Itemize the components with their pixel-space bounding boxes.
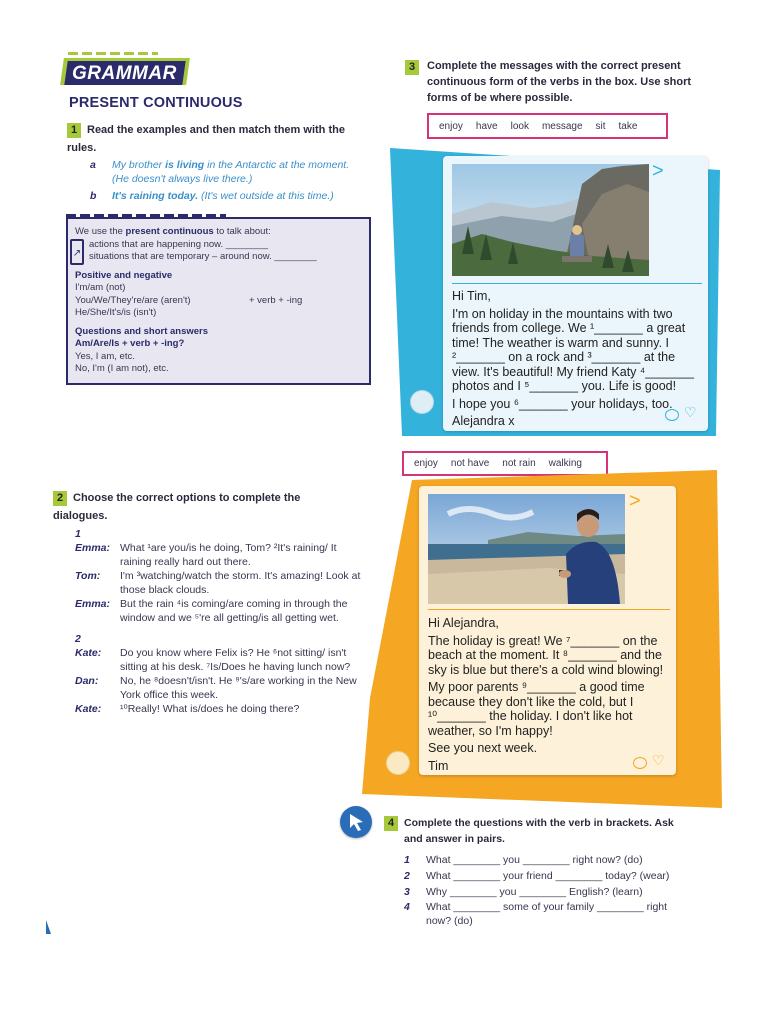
dialogue-number: 2 [75, 633, 81, 645]
page-corner-marker [46, 920, 51, 934]
dialogue-1 [75, 527, 365, 625]
rule-use-2: situations that are temporary – around now. ________ [89, 251, 317, 262]
message-card-2 [419, 486, 676, 775]
dialogue-line: Emma: What ¹are you/is he doing, Tom? ²It's raining/ It raining really hard out there. [75, 542, 337, 568]
message-greeting: Hi Alejandra, [428, 616, 499, 630]
form-row: You/We/They're/are (aren't) + verb + -ing [75, 294, 303, 306]
mountain-photo [452, 164, 649, 276]
form-row: I'm/am (not) [75, 282, 126, 293]
chevron-right-icon[interactable]: > [629, 490, 641, 512]
grammar-banner-label: GRAMMAR [72, 63, 177, 84]
word-box-item: take [618, 120, 638, 132]
exercise-3-instruction [405, 58, 705, 106]
message-closing: I hope you ⁶_______ your holidays, too. [452, 396, 673, 411]
section-subtitle: PRESENT CONTINUOUS [69, 95, 243, 111]
message-body: My poor parents ⁹_______ a good time because they don't like the cold, but I ¹⁰_______ the holiday. I don't like hot weather, so I'm happy! [428, 680, 645, 738]
grammar-banner [62, 58, 188, 85]
exercise-4-instruction [384, 815, 684, 847]
dialogue-line: Kate: Do you know where Felix is? He ⁶not sitting/ isn't sitting at his desk. ⁷Is/Does he having lunch now? [75, 647, 351, 673]
word-box-item: message [541, 120, 583, 132]
no-answer: No, I'm (I am not), etc. [75, 363, 169, 374]
exercise-2-instruction [53, 488, 323, 524]
exercise-number: 1 [67, 123, 81, 138]
word-box-item: walking [548, 458, 582, 469]
instruction-text: Complete the messages with the correct present continuous form of the verbs in the box. Use short forms of be where possible. [427, 60, 692, 104]
match-icon: ↗ [70, 239, 84, 265]
instruction-text: Complete the questions with the verb in brackets. Ask and answer in pairs. [404, 817, 674, 845]
beach-photo [428, 494, 625, 604]
question-item: 1 What ________ you ________ right now? (do) [404, 854, 643, 866]
question-form: Am/Are/Is + verb + -ing? [75, 338, 185, 349]
heart-icon[interactable]: ♡ [652, 752, 665, 768]
dialogue-line: Kate: ¹⁰Really! What is/does he doing there? [75, 703, 300, 715]
cursor-icon[interactable] [340, 806, 372, 838]
word-box-item: have [475, 120, 498, 132]
message-closing: See you next week. [428, 741, 538, 755]
question-item: 2 What ________ your friend ________ today? (wear) [404, 870, 670, 882]
example-letter: b [90, 190, 97, 202]
exercise-4-items [404, 852, 679, 928]
questions-title: Questions and short answers [75, 325, 209, 337]
example-b: b It's raining today. (It's wet outside at this time.) [90, 190, 334, 202]
dialogue-line: Tom: I'm ³watching/watch the storm. It's amazing! Look at those black clouds. [75, 570, 361, 596]
dialogue-line: Dan: No, he ⁸doesn't/isn't. He ⁹'s/are working in the New York office this week. [75, 675, 357, 701]
exercise-number: 2 [53, 491, 67, 506]
exercise-number: 4 [384, 816, 398, 831]
rule-use-1: actions that are happening now. ________ [89, 238, 269, 250]
message-card-1 [443, 156, 708, 431]
comment-icon[interactable] [665, 409, 679, 421]
example-letter: a [90, 159, 96, 171]
message-greeting: Hi Tim, [452, 289, 491, 303]
example-a: a My brother is living in the Antarctic at the moment. (He doesn't always live there.) [90, 159, 350, 185]
word-box-item: not rain [502, 458, 536, 469]
banner-stripes [68, 52, 158, 55]
word-box-item: sit [595, 120, 606, 132]
rules-intro: We use the present continuous to talk about: [75, 226, 271, 237]
positive-negative-title: Positive and negative [75, 269, 173, 281]
exercise-number: 3 [405, 60, 419, 75]
word-box-item: not have [450, 458, 490, 469]
instruction-text: Read the examples and then match them with the rules. [67, 124, 345, 154]
question-item: 3 Why ________ you ________ English? (learn) [404, 886, 643, 898]
avatar [410, 390, 434, 414]
exercise-1-instruction [67, 120, 357, 156]
avatar [386, 751, 410, 775]
message-body: I'm on holiday in the mountains with two friends from college. We ¹_______ a great time! The weather is warm and sunny. I ²_______ on a rock and ³_______ at the view. It's beautiful! My friend Katy ⁴_______ photos and I ⁵_______ you. Life is good! [452, 306, 694, 393]
dialogue-number: 1 [75, 528, 81, 540]
word-box-1 [427, 113, 668, 139]
word-box-item: enjoy [414, 458, 438, 469]
yes-answer: Yes, I am, etc. [75, 350, 135, 362]
message-signature: Alejandra x [452, 414, 515, 428]
chevron-right-icon[interactable]: > [652, 160, 664, 182]
instruction-text: Choose the correct options to complete the dialogues. [53, 492, 301, 522]
comment-icon[interactable] [633, 757, 647, 769]
question-item: 4 What ________ some of your family ________ right now? (do) [404, 901, 668, 927]
dialogue-line: Emma: But the rain ⁴is coming/are coming in through the window and we ⁵'re all getting/is all getting wet. [75, 598, 348, 624]
rules-box [66, 217, 371, 385]
word-box-item: look [510, 120, 529, 132]
form-row: He/She/It's/is (isn't) [75, 307, 157, 318]
dialogue-2 [75, 632, 365, 716]
heart-icon[interactable]: ♡ [684, 404, 697, 420]
message-body: The holiday is great! We ⁷_______ on the beach at the moment. It ⁸_______ and the sky is blue but there's a cold wind blowing! [428, 633, 664, 677]
word-box-item: enjoy [439, 120, 463, 132]
message-signature: Tim [428, 758, 449, 773]
